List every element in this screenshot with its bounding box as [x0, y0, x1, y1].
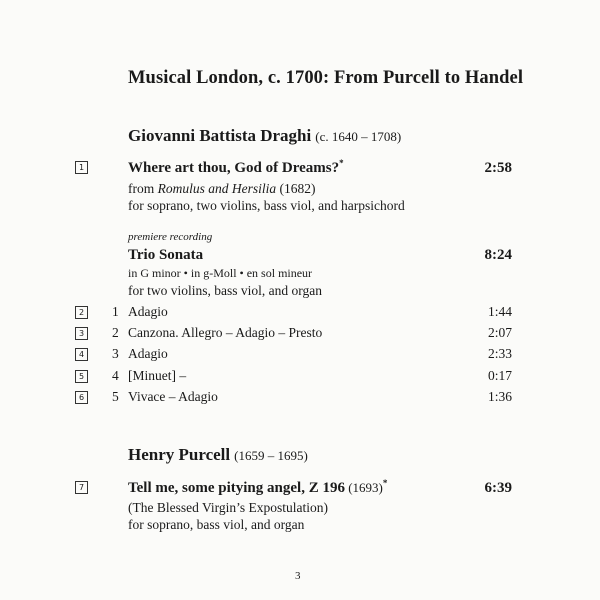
work-title: Where art thou, God of Dreams?* [128, 158, 344, 176]
track-number-box: 6 [75, 391, 88, 404]
track-number-box: 4 [75, 348, 88, 361]
movement-duration: 2:07 [487, 325, 512, 340]
work-title: Trio Sonata [128, 247, 204, 263]
work-title: Tell me, some pitying angel, Z 196 (1693)* [128, 478, 388, 496]
work-source: from Romulus and Hersilia (1682) [128, 181, 316, 196]
work-scoring: for soprano, two violins, bass viol, and harpsichord [128, 198, 405, 213]
work-scoring: for two violins, bass viol, and organ [128, 283, 322, 298]
work-duration: 6:39 [484, 480, 512, 496]
work-scoring: for soprano, bass viol, and organ [128, 517, 305, 532]
track-number-box: 7 [75, 481, 88, 494]
composer-heading [128, 445, 308, 465]
composer-dates: (c. 1640 – 1708) [315, 129, 402, 144]
composer-heading [128, 126, 401, 146]
work-subtitle: (The Blessed Virgin’s Expostulation) [128, 500, 329, 515]
movement-duration: 2:33 [487, 346, 512, 361]
movement-name: Canzona. Allegro – Adagio – Presto [128, 325, 323, 340]
movement-duration: 1:44 [487, 304, 512, 319]
track-number-box: 1 [75, 161, 88, 174]
movement-number: 4 [112, 368, 119, 383]
track-number-box: 5 [75, 370, 88, 383]
work-duration: 8:24 [484, 247, 512, 263]
page-title: Musical London, c. 1700: From Purcell to Handel [128, 68, 524, 88]
work-duration: 2:58 [484, 160, 512, 176]
movement-number: 5 [112, 389, 119, 404]
work-key: in G minor • in g-Moll • en sol mineur [128, 266, 313, 280]
premiere-note: premiere recording [128, 231, 213, 243]
movement-duration: 1:36 [487, 389, 512, 404]
movement-name: Vivace – Adagio [128, 389, 218, 404]
track-number-box: 3 [75, 327, 88, 340]
movement-name: Adagio [128, 346, 168, 361]
page-number: 3 [295, 570, 301, 582]
composer-dates: (1659 – 1695) [234, 448, 308, 463]
movement-number: 3 [112, 346, 119, 361]
movement-duration: 0:17 [487, 368, 512, 383]
movement-number: 1 [112, 304, 119, 319]
movement-name: Adagio [128, 304, 168, 319]
track-number-box: 2 [75, 306, 88, 319]
movement-name: [Minuet] – [128, 368, 187, 383]
composer-name: Henry Purcell [128, 445, 231, 464]
movement-number: 2 [112, 325, 119, 340]
composer-name: Giovanni Battista Draghi [128, 126, 312, 145]
